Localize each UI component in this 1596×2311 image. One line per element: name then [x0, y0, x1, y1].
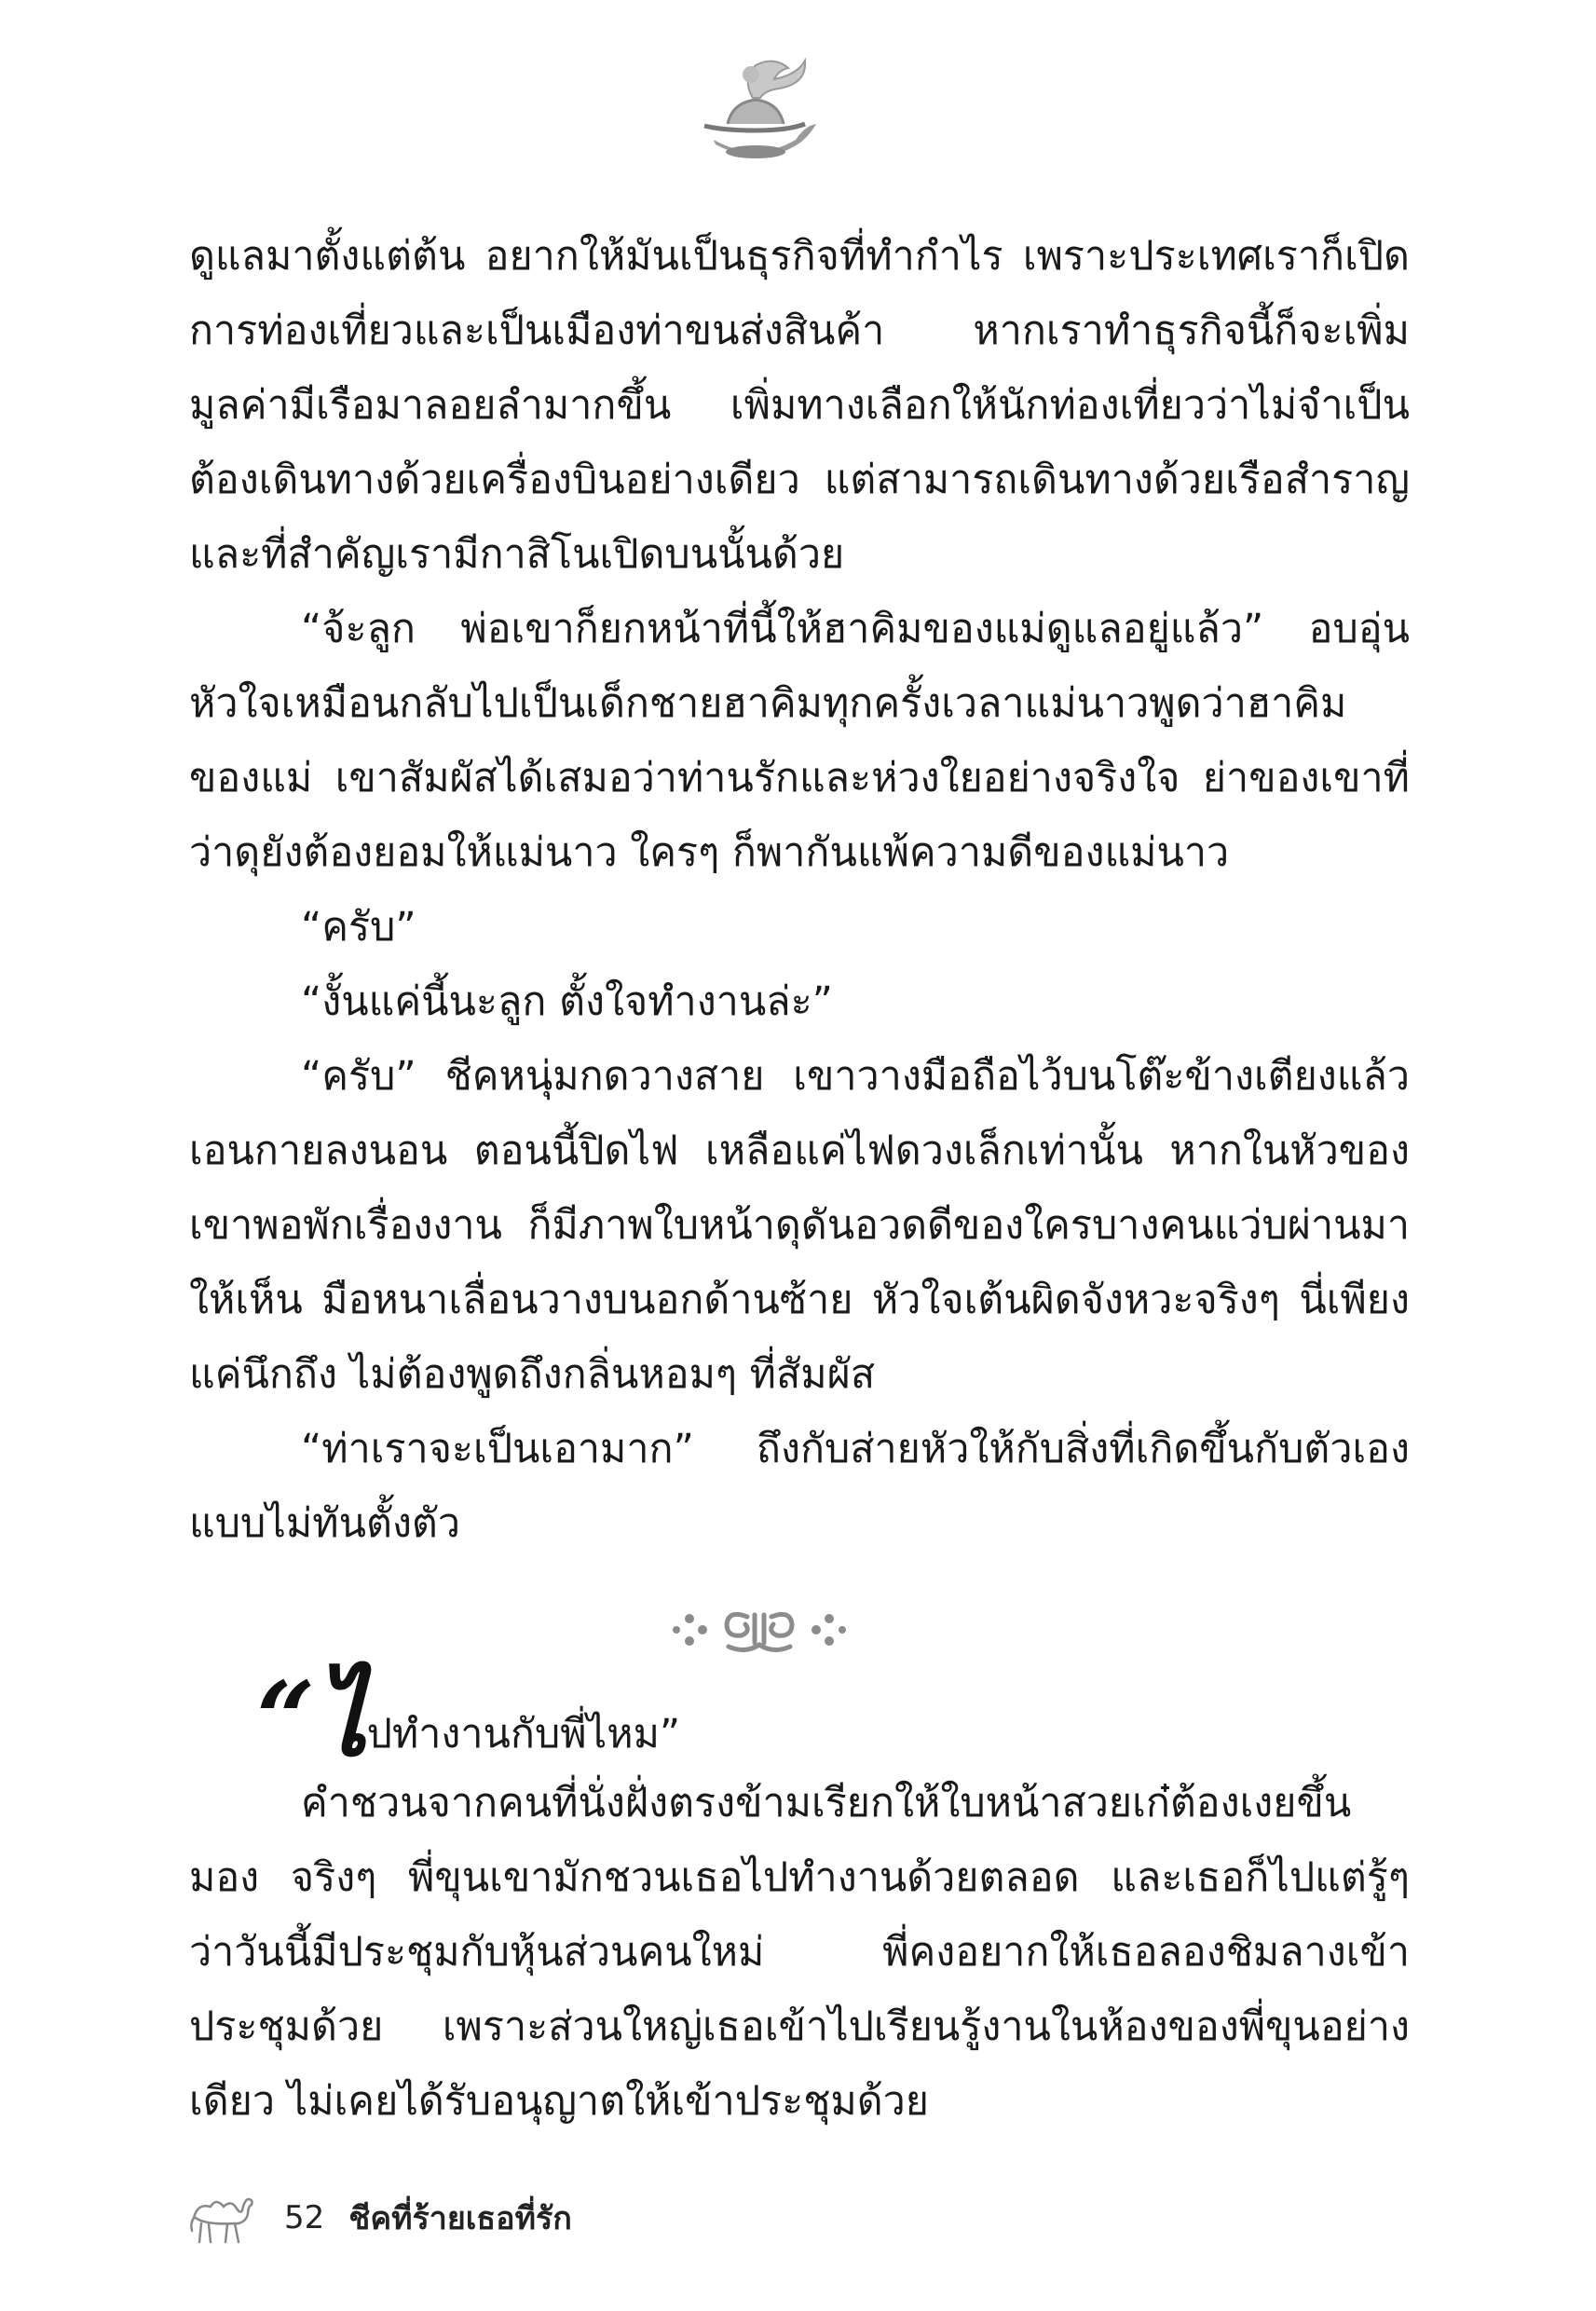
paragraph: “ครับ” [301, 904, 416, 950]
book-title: ชีคที่ร้ายเธอที่รัก [348, 2200, 572, 2237]
paragraph: ดูแลมาตั้งแต่ต้น อยากให้มันเป็นธุรกิจที่ทำกำไร เพราะประเทศเราก็เปิดการท่องเที่ยวและเป็นเมืองท่าขนส่งสินค้า หากเราทำธุรกิจนี้ก็จะเพิ่มมูลค่ามีเรือมาลอยลำมากขึ้น เพิ่มทางเลือกให้นักท่องเที่ยวว่าไม่จำเป็นต้องเดินทางด้วยเครื่องบินอย่างเดียว แต่สามารถเดินทางด้วยเรือสำราญ และที่สำคัญเรามีกาสิโนเปิดบนนั้นด้วย [189, 233, 1410, 578]
paragraph: “ท่าเราจะเป็นเอามาก” ถึงกับส่ายหัวให้กับสิ่งที่เกิดขึ้นกับตัวเองแบบไม่ทันตั้งตัว [189, 1426, 1410, 1547]
paragraph: “ครับ” ชีคหนุ่มกดวางสาย เขาวางมือถือไว้บนโต๊ะข้างเตียงแล้วเอนกายลงนอน ตอนนี้ปิดไฟ เหลือแค่ไฟดวงเล็กเท่านั้น หากในหัวของเขาพอพักเรื่องงาน ก็มีภาพใบหน้าดุดันอวดดีของใครบางคนแว่บผ่านมาให้เห็น มือหนาเลื่อนวางบนอกด้านซ้าย หัวใจเต้นผิดจังหวะจริงๆ นี่เพียงแค่นึกถึง ไม่ต้องพูดถึงกลิ่นหอมๆ ที่สัมผัส [189, 1053, 1410, 1398]
opening-line-text: ปทำงานกับพี่ไหม” [366, 1711, 681, 1757]
paragraph: “จ้ะลูก พ่อเขาก็ยกหน้าที่นี้ให้ฮาคิมของแม่ดูแลอยู่แล้ว” อบอุ่นหัวใจเหมือนกลับไปเป็นเด็กชายฮาคิมทุกครั้งเวลาแม่นาวพูดว่าฮาคิมของแม่ เขาสัมผัสได้เสมอว่าท่านรักและห่วงใยอย่างจริงใจ ย่าของเขาที่ว่าดุยังต้องยอมให้แม่นาว ใครๆ ก็พากันแพ้ความดีของแม่นาว [189, 606, 1410, 876]
body-text-section-2 [189, 1766, 1410, 2139]
camel-icon [186, 2190, 256, 2246]
drop-cap-letter: ไ [315, 1659, 367, 1779]
page-footer [186, 2185, 572, 2250]
genie-lamp-ornament-icon [686, 51, 825, 168]
opening-quote-mark: “ [256, 1659, 316, 1779]
paragraph: “งั้นแค่นี้นะลูก ตั้งใจทำงานล่ะ” [301, 978, 833, 1025]
paragraph: คำชวนจากคนที่นั่งฝั่งตรงข้ามเรียกให้ใบหน้าสวยเก๋ต้องเงยขึ้นมอง จริงๆ พี่ขุนเขามักชวนเธอไปทำงานด้วยตลอด และเธอก็ไปแต่รู้ๆ ว่าวันนี้มีประชุมกับหุ้นส่วนคนใหม่ พี่คงอยากให้เธอลองชิมลางเข้าประชุมด้วย เพราะส่วนใหญ่เธอเข้าไปเรียนรู้งานในห้องของพี่ขุนอย่างเดียว ไม่เคยได้รับอนุญาตให้เข้าประชุมด้วย [189, 1780, 1410, 2125]
body-text-section-1 [189, 219, 1410, 1561]
page-number: 52 [284, 2199, 325, 2236]
scroll-flourish-icon [662, 1589, 857, 1673]
